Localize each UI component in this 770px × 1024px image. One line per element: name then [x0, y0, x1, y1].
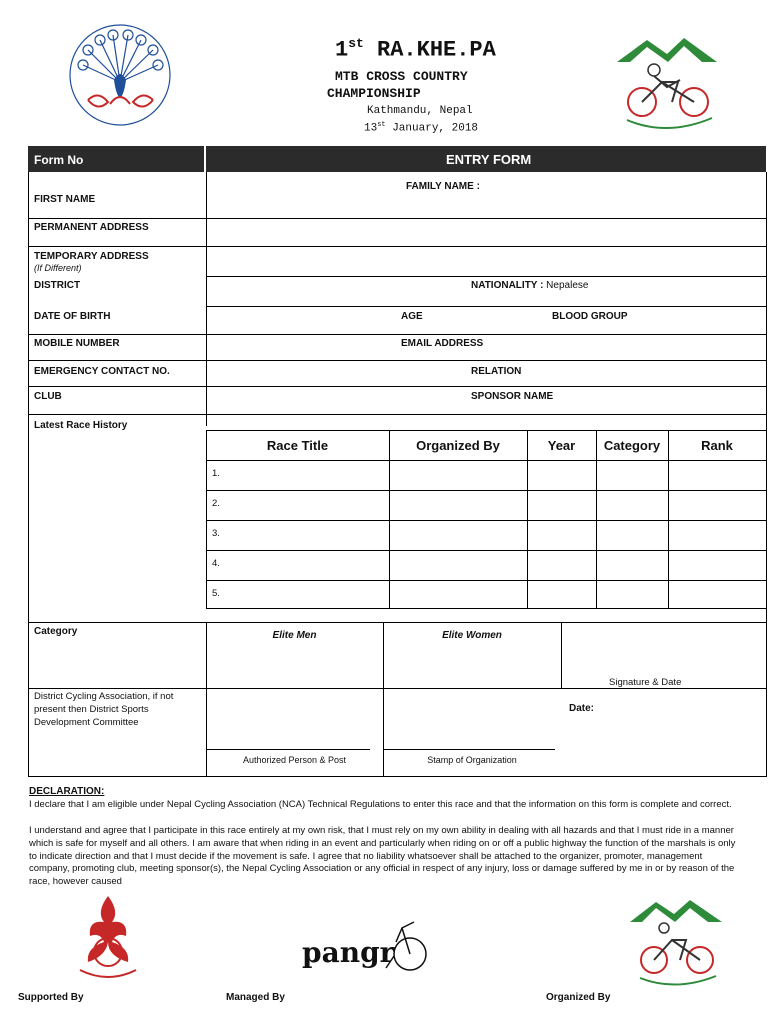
event-title: 1st RA.KHE.PA: [335, 36, 496, 63]
col-rank: Rank: [701, 438, 733, 453]
family-name-input[interactable]: [486, 194, 760, 218]
declaration-para2: I understand and agree that I participate in this race entirely at my own risk, that I must rely on my own ability in dealing with all hazards and that I must ride in a manner which is safe for myself and all others. I am aware that when riding in an event and particularly when riding on or off a public highway the function of the marshals is only to indicate direction and that I must decide if the movement is safe. I agree that no liability whatsoever shall be attached to the organizer, promoter, management company, promoting club, meeting sponsor(s), the Nepal Cycling Association or any official in respect of any injury, loss or damage suffered by me in or by reason of the race, however caused: [29, 825, 736, 888]
blood-group-label: BLOOD GROUP: [552, 311, 628, 322]
age-label: AGE: [401, 311, 423, 322]
first-name-label: FIRST NAME: [34, 194, 96, 205]
permanent-address-label: PERMANENT ADDRESS: [34, 222, 149, 233]
national-sports-council-logo: [68, 892, 148, 984]
emergency-label: EMERGENCY CONTACT NO.: [34, 366, 170, 377]
temporary-address-input[interactable]: [208, 250, 762, 276]
category-label: Category: [34, 626, 78, 637]
district-assoc-text: District Cycling Association, if not present then District Sports Development Committee: [34, 691, 174, 728]
pangro-logo: [302, 912, 432, 982]
relation-label: RELATION: [471, 366, 522, 377]
col-organized-by: Organized By: [416, 438, 500, 453]
table-row: 5.: [212, 588, 220, 599]
peacock-logo: [58, 20, 183, 130]
table-row: 3.: [212, 528, 220, 539]
supported-by-label: Supported By: [18, 992, 84, 1003]
event-subtitle: MTB CROSS COUNTRY CHAMPIONSHIP: [327, 69, 468, 101]
event-location: Kathmandu, Nepal: [367, 105, 473, 117]
signature-date-label: Signature & Date: [609, 677, 682, 688]
table-row: 1.: [212, 468, 220, 479]
nationality-value: Nepalese: [543, 280, 589, 291]
mobile-label: MOBILE NUMBER: [34, 338, 120, 349]
club-label: CLUB: [34, 391, 62, 402]
nationality-label: NATIONALITY :: [471, 280, 544, 291]
declaration-para1: I declare that I am eligible under Nepal Cycling Association (NCA) Technical Regulations to enter this race and that the information on this form is complete and correct.: [29, 799, 732, 810]
permanent-address-input[interactable]: [208, 222, 762, 246]
form-no-label: Form No: [34, 153, 84, 167]
table-row: 4.: [212, 558, 220, 569]
nationality-field: [471, 280, 588, 291]
declaration-heading: DECLARATION:: [29, 786, 105, 797]
event-date: 13st January, 2018: [364, 121, 479, 135]
elite-men-option[interactable]: Elite Men: [272, 630, 317, 641]
managed-by-label: Managed By: [226, 992, 285, 1003]
cycling-association-logo: [612, 32, 722, 137]
authorized-person-label: Authorized Person & Post: [242, 755, 347, 765]
family-name-label: FAMILY NAME :: [406, 181, 480, 192]
district-label: DISTRICT: [34, 280, 81, 291]
first-name-input[interactable]: [208, 194, 402, 218]
email-label: EMAIL ADDRESS: [401, 338, 484, 349]
table-row: 2.: [212, 498, 220, 509]
stamp-label: Stamp of Organization: [427, 755, 517, 765]
col-year: Year: [547, 438, 576, 453]
col-category: Category: [603, 438, 661, 453]
col-race-title: Race Title: [266, 438, 329, 453]
organized-by-label: Organized By: [546, 992, 611, 1003]
district-input[interactable]: [208, 280, 462, 306]
entry-form-label: ENTRY FORM: [446, 152, 532, 167]
temporary-address-label: TEMPORARY ADDRESS: [34, 251, 149, 262]
if-different-note: (If Different): [34, 263, 82, 273]
race-history-label: Latest Race History: [34, 420, 128, 431]
pangro-wordmark: pangr: [302, 936, 395, 969]
cycling-association-footer-logo: [626, 894, 726, 994]
date-label: Date:: [569, 703, 595, 714]
elite-women-option[interactable]: Elite Women: [442, 630, 502, 641]
sponsor-label: SPONSOR NAME: [471, 391, 554, 402]
dob-label: DATE OF BIRTH: [34, 311, 111, 322]
